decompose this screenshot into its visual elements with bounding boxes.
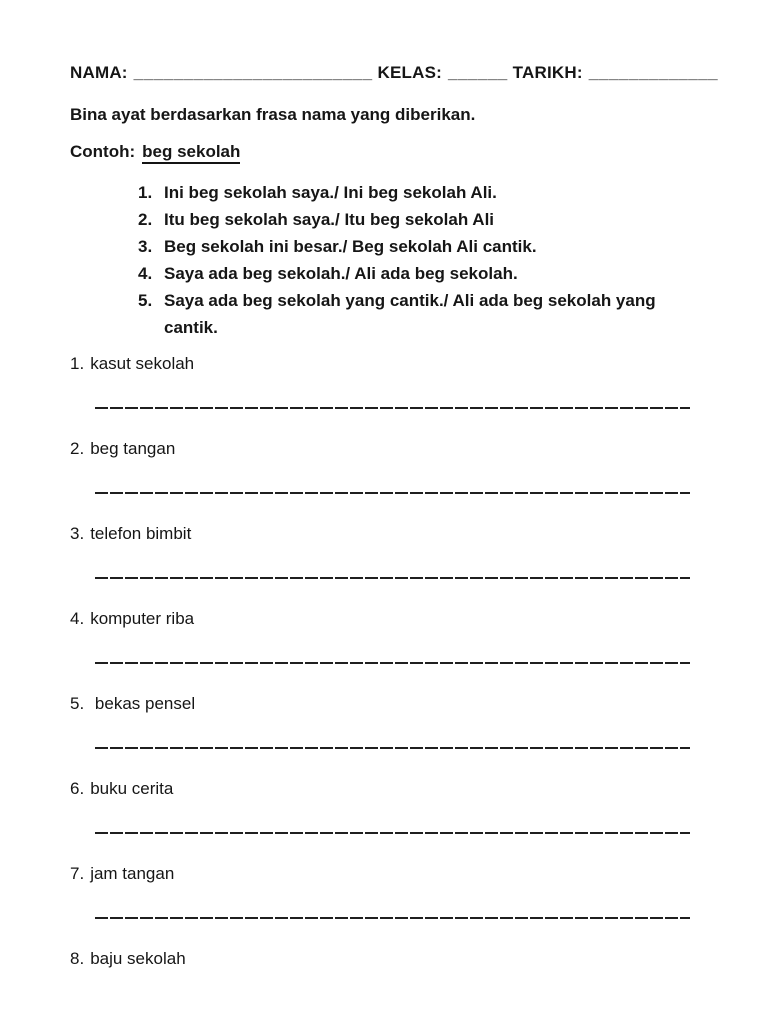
question-item [70,693,698,749]
example-text: Saya ada beg sekolah./ Ali ada beg sekolah. [164,264,518,283]
question-number: 3. [70,524,85,543]
question-number: 6. [70,779,85,798]
instruction-text: Bina ayat berdasarkan frasa nama yang diberikan. [70,105,476,124]
question-list [70,353,698,970]
question-text: komputer riba [90,609,195,628]
question-item [70,353,698,409]
example-sentence [138,287,698,341]
question-item [70,778,698,834]
contoh-label: Contoh: [70,142,136,161]
question-text: jam tangan [90,864,175,883]
date-field-label: TARIKH: [512,63,583,82]
name-field-label: NAMA: [70,63,128,82]
example-sentence [138,260,698,287]
answer-line [95,662,690,664]
question-text: buku cerita [90,779,174,798]
example-sentence [138,233,698,260]
question-text: baju sekolah [90,949,186,968]
header-row [70,62,719,84]
question-text: telefon bimbit [90,524,192,543]
example-number: 5. [138,291,153,310]
example-number: 1. [138,183,153,202]
class-field-label: KELAS: [377,63,442,82]
question-label [70,693,698,715]
question-number: 1. [70,354,85,373]
question-label [70,778,698,800]
question-text: bekas pensel [90,694,196,713]
example-heading [70,141,698,163]
date-field-blank: _____________ [588,63,719,82]
question-label [70,948,698,970]
question-item [70,608,698,664]
example-sentence [138,206,698,233]
question-number: 7. [70,864,85,883]
question-label [70,438,698,460]
answer-line [95,492,690,494]
question-text: beg tangan [90,439,176,458]
example-text: Itu beg sekolah saya./ Itu beg sekolah Ali [164,210,495,229]
answer-line [95,832,690,834]
question-number: 2. [70,439,85,458]
answer-line [95,747,690,749]
question-number: 8. [70,949,85,968]
question-label [70,523,698,545]
class-field-blank: ______ [448,63,508,82]
question-item [70,948,698,970]
example-number: 2. [138,210,153,229]
example-text: Saya ada beg sekolah yang cantik./ Ali ada beg sekolah yang cantik. [164,291,661,337]
example-sentence-list [138,179,698,341]
question-item [70,438,698,494]
question-label [70,863,698,885]
question-number: 5. [70,694,85,713]
answer-line [95,407,690,409]
example-text: Beg sekolah ini besar./ Beg sekolah Ali cantik. [164,237,537,256]
question-item [70,863,698,919]
question-item [70,523,698,579]
answer-line [95,917,690,919]
example-number: 3. [138,237,153,256]
contoh-phrase: beg sekolah [142,142,240,164]
name-field-blank: ________________________ [133,63,373,82]
question-text: kasut sekolah [90,354,195,373]
question-number: 4. [70,609,85,628]
question-label [70,353,698,375]
answer-line [95,577,690,579]
example-number: 4. [138,264,153,283]
example-text: Ini beg sekolah saya./ Ini beg sekolah Ali. [164,183,497,202]
question-label [70,608,698,630]
example-sentence [138,179,698,206]
